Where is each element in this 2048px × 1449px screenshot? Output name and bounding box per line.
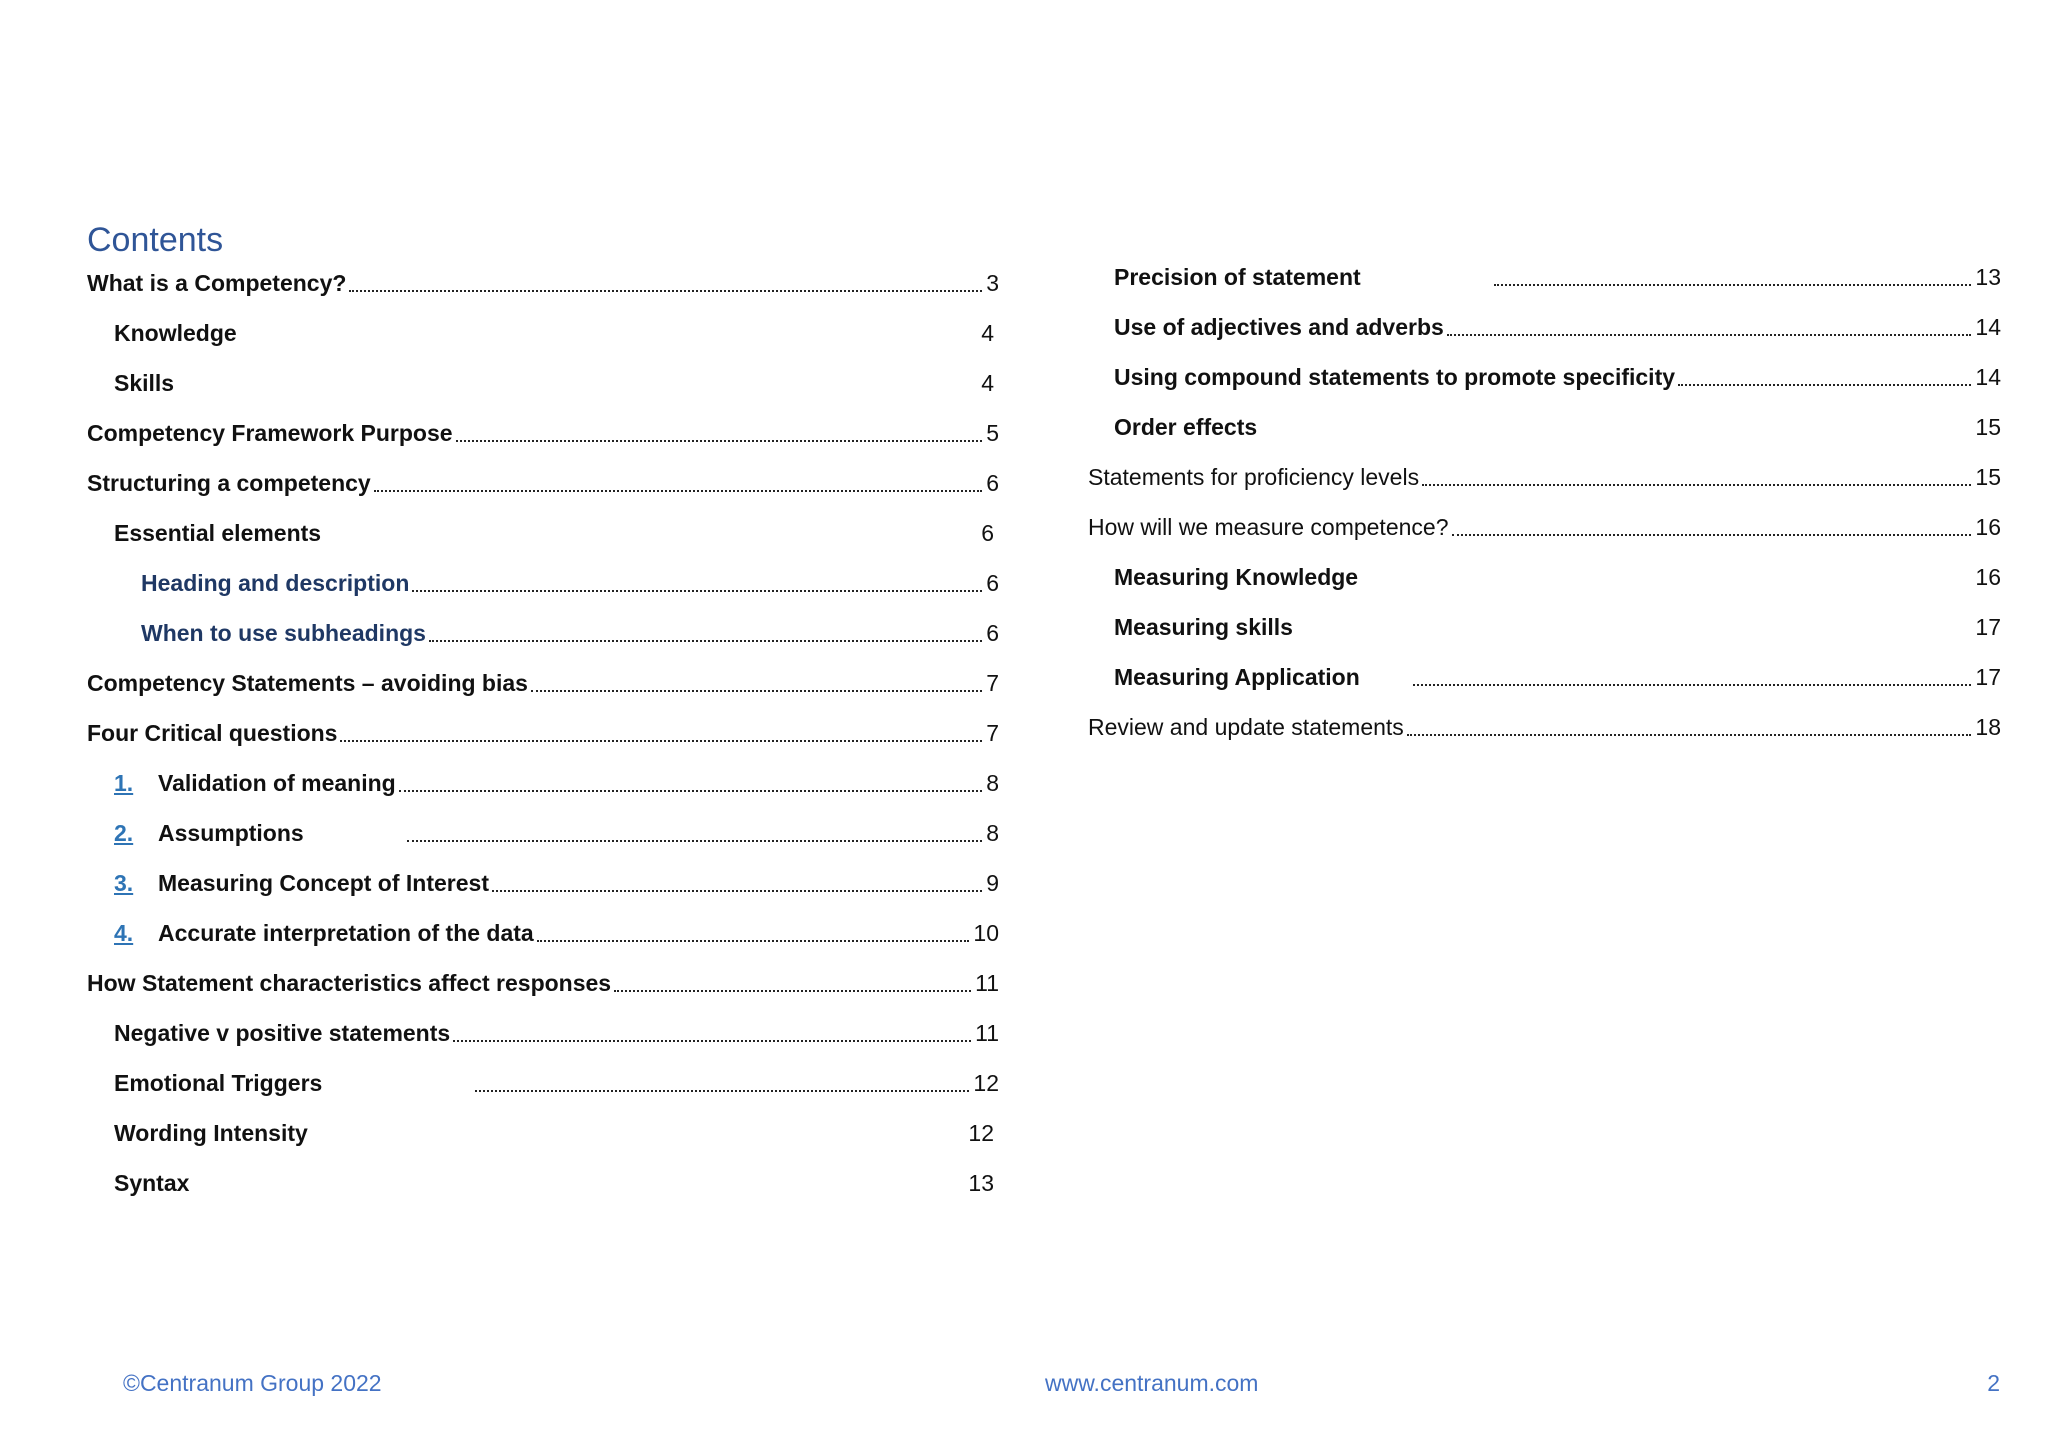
toc-entry[interactable]	[114, 1014, 999, 1048]
toc-entry[interactable]	[114, 914, 999, 948]
toc-entry-label: Negative v positive statements	[114, 1020, 451, 1046]
toc-entry[interactable]	[1114, 308, 2001, 342]
toc-dot-leader	[399, 790, 983, 792]
toc-entry-label: Syntax	[114, 1170, 190, 1196]
toc-entry-page: 7	[986, 720, 999, 746]
toc-entry-label: Accurate interpretation of the data	[158, 920, 534, 946]
toc-entry-page: 7	[986, 670, 999, 696]
toc-entry-page: 13	[1975, 264, 2001, 290]
toc-entry-label: Structuring a competency	[87, 470, 371, 496]
toc-entry-label: Competency Framework Purpose	[87, 420, 453, 446]
toc-entry-page: 6	[981, 520, 994, 546]
toc-entry-page: 6	[986, 620, 999, 646]
toc-entry-label: Knowledge	[114, 320, 237, 346]
toc-entry-page: 9	[986, 870, 999, 896]
toc-entry[interactable]	[1114, 358, 2001, 392]
toc-entry[interactable]	[114, 1064, 999, 1098]
toc-entry-page: 4	[981, 370, 994, 396]
toc-dot-leader	[412, 590, 982, 592]
footer-page-number: 2	[1987, 1370, 2000, 1396]
toc-entry-page: 4	[981, 320, 994, 346]
toc-dot-leader	[1494, 284, 1972, 286]
toc-dot-leader	[453, 1040, 971, 1042]
toc-entry-page: 12	[973, 1070, 999, 1096]
toc-entry-label: Essential elements	[114, 520, 322, 546]
toc-dot-leader	[374, 490, 982, 492]
toc-entry-number[interactable]: 2.	[114, 820, 134, 846]
toc-entry[interactable]	[1114, 658, 2001, 692]
toc-entry[interactable]	[114, 814, 999, 848]
toc-entry-label: Review and update statements	[1088, 714, 1404, 740]
toc-entry[interactable]	[141, 614, 999, 648]
toc-entry-label: Validation of meaning	[158, 770, 396, 796]
toc-entry-label: Heading and description	[141, 570, 410, 596]
toc-entry-label: Measuring Knowledge	[1114, 564, 1359, 590]
toc-entry-label: When to use subheadings	[141, 620, 426, 646]
toc-dot-leader	[1447, 334, 1972, 336]
toc-entry-label: Measuring Application	[1114, 664, 1360, 690]
toc-entry-label: Wording Intensity	[114, 1120, 308, 1146]
toc-entry-page: 5	[986, 420, 999, 446]
toc-entry-page: 17	[1975, 664, 2001, 690]
toc-dot-leader	[475, 1090, 969, 1092]
toc-entry-page: 13	[968, 1170, 994, 1196]
toc-entry[interactable]	[1114, 408, 2001, 442]
toc-entry-page: 15	[1975, 464, 2001, 490]
toc-entry-page: 6	[986, 470, 999, 496]
toc-dot-leader	[429, 640, 982, 642]
toc-entry-label: Skills	[114, 370, 175, 396]
toc-dot-leader	[456, 440, 983, 442]
toc-entry-page: 10	[973, 920, 999, 946]
toc-entry-page: 3	[986, 270, 999, 296]
toc-entry[interactable]	[114, 364, 994, 398]
toc-entry-label: How Statement characteristics affect responses	[87, 970, 612, 996]
toc-entry[interactable]	[87, 264, 999, 298]
toc-entry[interactable]	[1088, 508, 2001, 542]
toc-dot-leader	[492, 890, 982, 892]
toc-entry-label: Measuring skills	[1114, 614, 1293, 640]
toc-entry[interactable]	[114, 314, 994, 348]
toc-dot-leader	[1407, 734, 1972, 736]
toc-entry-page: 17	[1975, 614, 2001, 640]
toc-entry-label: Four Critical questions	[87, 720, 338, 746]
toc-entry-number[interactable]: 4.	[114, 920, 134, 946]
toc-entry[interactable]	[114, 514, 994, 548]
toc-entry-label: How will we measure competence?	[1088, 514, 1449, 540]
toc-dot-leader	[537, 940, 970, 942]
toc-entry-page: 14	[1975, 364, 2001, 390]
toc-dot-leader	[614, 990, 971, 992]
toc-entry-page: 16	[1975, 514, 2001, 540]
toc-dot-leader	[1452, 534, 1972, 536]
toc-entry[interactable]	[114, 764, 999, 798]
toc-entry-page: 16	[1975, 564, 2001, 590]
toc-entry[interactable]	[87, 464, 999, 498]
toc-entry-label: Assumptions	[158, 820, 304, 846]
toc-dot-leader	[1413, 684, 1972, 686]
toc-entry-label: Measuring Concept of Interest	[158, 870, 489, 896]
toc-entry[interactable]	[141, 564, 999, 598]
toc-entry-page: 6	[986, 570, 999, 596]
toc-entry[interactable]	[87, 714, 999, 748]
toc-entry-page: 11	[975, 1020, 999, 1046]
toc-dot-leader	[407, 840, 983, 842]
toc-entry-label: What is a Competency?	[87, 270, 347, 296]
toc-entry[interactable]	[1088, 708, 2001, 742]
toc-entry-page: 8	[986, 770, 999, 796]
toc-entry-label: Using compound statements to promote specificity	[1114, 364, 1676, 390]
toc-dot-leader	[340, 740, 982, 742]
toc-entry-page: 12	[968, 1120, 994, 1146]
toc-entry-label: Competency Statements – avoiding bias	[87, 670, 528, 696]
footer-copyright: ©Centranum Group 2022	[123, 1370, 382, 1396]
toc-entry-label: Emotional Triggers	[114, 1070, 323, 1096]
toc-entry-label: Use of adjectives and adverbs	[1114, 314, 1444, 340]
toc-dot-leader	[349, 290, 982, 292]
toc-entry-page: 14	[1975, 314, 2001, 340]
toc-entry-page: 11	[975, 970, 999, 996]
toc-entry-page: 8	[986, 820, 999, 846]
toc-entry[interactable]	[87, 664, 999, 698]
toc-entry-label: Order effects	[1114, 414, 1258, 440]
toc-entry[interactable]	[87, 964, 999, 998]
toc-entry[interactable]	[1114, 558, 2001, 592]
toc-entry-number[interactable]: 1.	[114, 770, 134, 796]
toc-entry[interactable]	[1114, 608, 2001, 642]
toc-dot-leader	[531, 690, 982, 692]
toc-entry-page: 18	[1975, 714, 2001, 740]
toc-entry[interactable]	[87, 414, 999, 448]
toc-dot-leader	[1422, 484, 1971, 486]
contents-heading: Contents	[87, 221, 224, 259]
toc-entry-label: Precision of statement	[1114, 264, 1361, 290]
toc-entry-page: 15	[1975, 414, 2001, 440]
toc-entry-number[interactable]: 3.	[114, 870, 134, 896]
footer-website-link[interactable]: www.centranum.com	[1045, 1370, 1259, 1396]
toc-dot-leader	[1678, 384, 1971, 386]
toc-entry[interactable]	[1114, 258, 2001, 292]
toc-entry-label: Statements for proficiency levels	[1088, 464, 1420, 490]
toc-entry[interactable]	[114, 864, 999, 898]
toc-entry[interactable]	[114, 1164, 994, 1198]
toc-entry[interactable]	[1088, 458, 2001, 492]
toc-entry[interactable]	[114, 1114, 994, 1148]
